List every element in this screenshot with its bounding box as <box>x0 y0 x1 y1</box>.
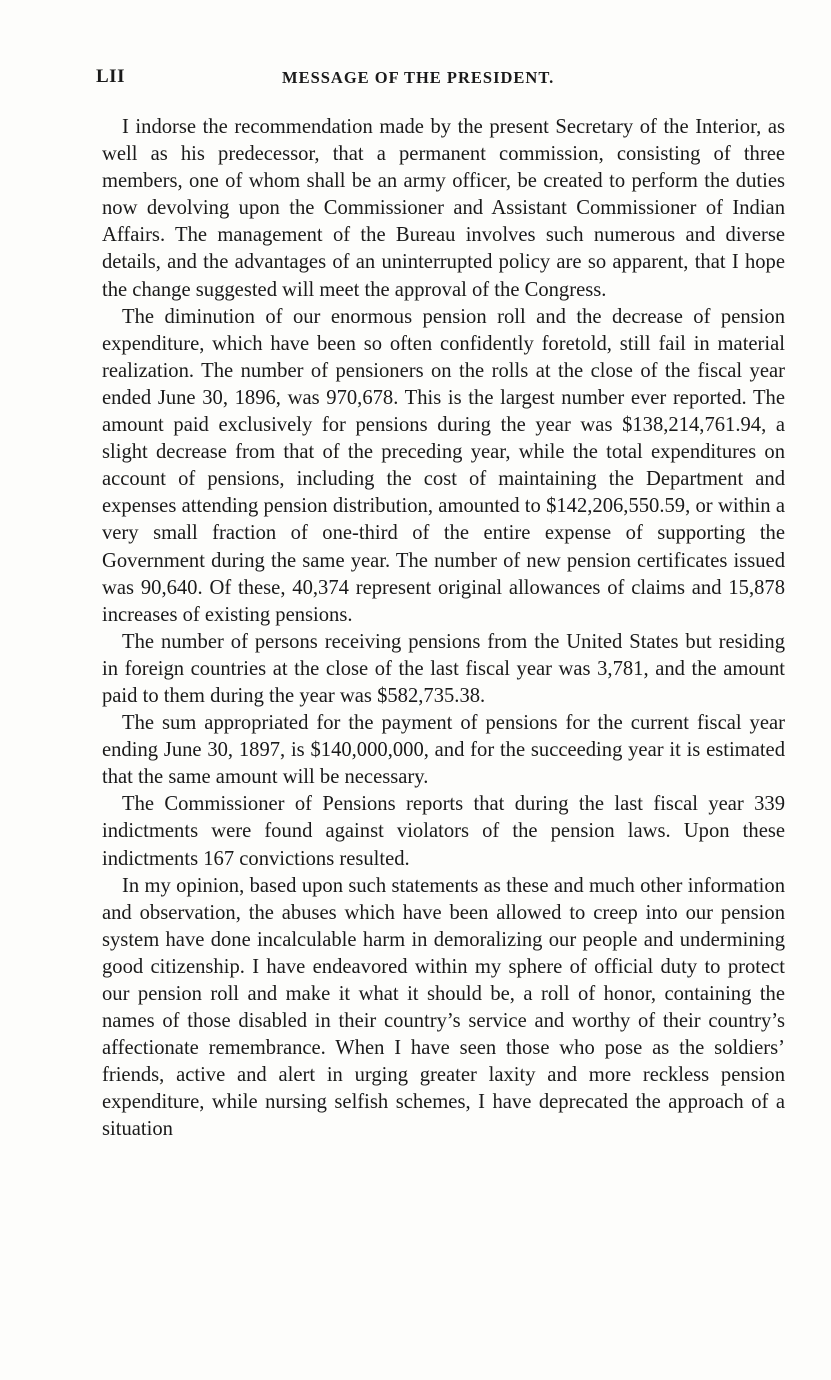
body-text <box>102 114 785 1144</box>
paragraph-pension-abuses: In my opinion, based upon such statements as these and much other information and observation, the abuses which have been allowed to creep into our pension system have done incalculable harm in demoralizing our people and undermining good citizenship. I have endeavored within my sphere of official duty to protect our pension roll and make it what it should be, a roll of honor, containing the names of those disabled in their country’s service and worthy of their country’s affectionate remembrance. When I have seen those who pose as the soldiers’ friends, active and alert in urging greater laxity and more reckless pension expenditure, while nursing selfish schemes, I have deprecated the approach of a situation <box>102 874 785 1141</box>
paragraph-indian-affairs-commission: I indorse the recommendation made by the present Secretary of the Interior, as well as his predecessor, that a permanent commission, consisting of three members, one of whom shall be an army officer, be created to perform the duties now devolving upon the Commissioner and Assistant Commissioner of Indian Affairs. The management of the Bureau involves such numerous and diverse details, and the advantages of an uninterrupted policy are so apparent, that I hope the change suggested will meet the approval of the Congress. <box>102 116 785 301</box>
paragraph-foreign-pensioners: The number of persons receiving pensions from the United States but residing in foreign countries at the close of the last fiscal year was 3,781, and the amount paid to them during the year was $582,735.38. <box>102 630 785 707</box>
page-number: LII <box>96 66 125 87</box>
paragraph-pension-indictments: The Commissioner of Pensions reports that during the last fiscal year 339 indictments were found against violators of the pension laws. Upon these indictments 167 convictions resulted. <box>102 793 785 870</box>
paragraph-pension-appropriation: The sum appropriated for the payment of pensions for the current fiscal year ending June 30, 1897, is $140,000,000, and for the succeeding year it is estimated that the same amount will be necessary. <box>102 712 785 789</box>
running-title: MESSAGE OF THE PRESIDENT. <box>282 68 555 87</box>
running-header <box>96 66 786 90</box>
paragraph-pension-roll: The diminution of our enormous pension roll and the decrease of pension expenditure, which have been so often confidently foretold, still fail in material realization. The number of pensioners on the rolls at the close of the fiscal year ended June 30, 1896, was 970,678. This is the largest number ever reported. The amount paid exclusively for pensions during the year was $138,214,761.94, a slight decrease from that of the preceding year, while the total expenditures on account of pensions, including the cost of maintaining the Department and expenses attending pension distribution, amounted to $142,206,550.59, or within a very small fraction of one-third of the entire expense of supporting the Government during the same year. The number of new pension certificates issued was 90,640. Of these, 40,374 represent original allowances of claims and 15,878 increases of existing pensions. <box>102 305 785 626</box>
